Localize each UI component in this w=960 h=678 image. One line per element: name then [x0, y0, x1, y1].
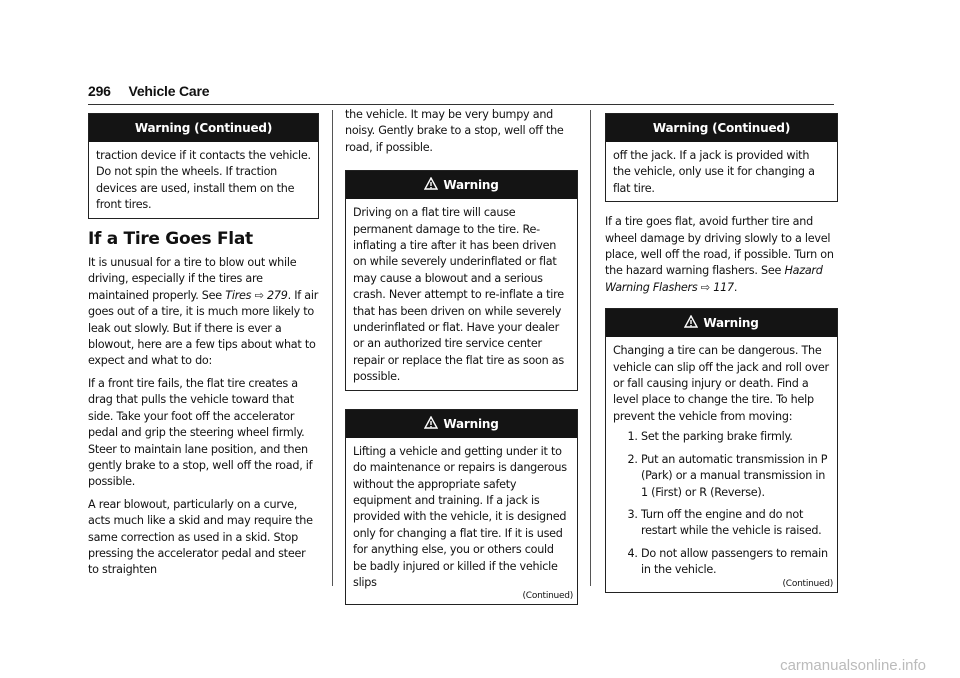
warning-icon	[424, 177, 438, 191]
warning-title: Warning	[703, 316, 759, 331]
text: It is unusual for a tire to blow out while driving, especially if the tires are maintained properly. See	[88, 256, 297, 302]
list-item: 1. Set the parking brake firmly.	[641, 429, 830, 445]
warning-box	[345, 170, 578, 390]
watermark: carmanualsonline.info	[780, 657, 926, 674]
page-ref-arrow-icon: ⇨	[700, 280, 710, 294]
section-name: Vehicle Care	[128, 83, 210, 99]
warning-text: Changing a tire can be dangerous. The vehicle can slip off the jack and roll over or fall causing injury or death. Find a level place to change the tire. To help prevent the vehicle from moving:	[613, 344, 829, 423]
cross-reference[interactable]: Hazard Warning Flashers	[605, 264, 823, 294]
paragraph: the vehicle. It may be very bumpy and noisy. Gently brake to a stop, well off the road, if possible.	[345, 108, 564, 154]
warning-icon	[424, 416, 438, 430]
column-3	[605, 113, 838, 605]
warning-header	[346, 171, 577, 199]
header-rule	[88, 104, 834, 105]
paragraph: A rear blowout, particularly on a curve, acts much like a skid and may require the same correction as used in a skid. Stop pressing the accelerator pedal and steer to straighten	[88, 497, 313, 577]
warning-header	[606, 309, 837, 337]
list-item: 2. Put an automatic transmission in P (Park) or a manual transmission in 1 (First) or R (Reverse).	[641, 452, 830, 501]
warning-body: traction device if it contacts the vehicle. Do not spin the wheels. If traction devices are used, install them on the front tires.	[96, 149, 311, 212]
page-ref-arrow-icon: ⇨	[254, 288, 264, 302]
warning-body: Lifting a vehicle and getting under it to do maintenance or repairs is dangerous without the appropriate safety equipment and training. If a jack is provided with the vehicle, it is designed only for changing a flat tire. If it is used for anything else, you or others could be badly injured or killed if the vehicle slips	[353, 444, 567, 589]
warning-box-continued	[88, 113, 319, 219]
text: . If air goes out of a tire, it is much more likely to leak out slowly. But if there is ever a blowout, here are a few tips about what to expect and what to do:	[88, 288, 319, 368]
continued-label: (Continued)	[522, 591, 573, 602]
continued-label: (Continued)	[782, 578, 833, 589]
text: .	[733, 280, 738, 294]
warning-icon	[684, 315, 698, 329]
warning-box	[605, 308, 838, 592]
column-1	[88, 113, 319, 585]
warning-title: Warning	[443, 416, 499, 431]
warning-header	[346, 410, 577, 438]
page-number: 296	[88, 83, 111, 99]
warning-title: Warning	[443, 178, 499, 193]
warning-box-continued	[605, 113, 838, 202]
paragraph	[88, 255, 319, 370]
paragraph	[605, 214, 838, 296]
warning-title: Warning (Continued)	[89, 114, 318, 142]
cross-reference[interactable]: Tires	[225, 288, 252, 302]
list-item: 4. Do not allow passengers to remain in the vehicle.	[641, 546, 830, 579]
warning-body: Driving on a flat tire will cause permanent damage to the tire. Re-inflating a tire after it has been driven on while severely underinflated or flat may cause a blowout and a serious crash. Never attempt to re-inflate a tire that has been driven on while severely underinflated or flat. Have your dealer or an authorized tire service center repair or replace the flat tire as soon as possible.	[353, 206, 564, 384]
page-reference[interactable]: 279	[267, 288, 288, 302]
page-header	[88, 83, 209, 99]
text: If a tire goes flat, avoid further tire and wheel damage by driving slowly to a level place, well off the road, if possible. Turn on the hazard warning flashers. See	[605, 215, 834, 278]
column-divider	[590, 110, 591, 586]
column-divider	[332, 110, 333, 586]
warning-box	[345, 409, 578, 606]
list-item: 3. Turn off the engine and do not restart while the vehicle is raised.	[641, 507, 830, 540]
warning-body	[606, 337, 837, 578]
column-2	[345, 107, 578, 617]
page-reference[interactable]: 117	[713, 280, 734, 294]
footer	[0, 654, 960, 678]
steps-list	[613, 429, 830, 578]
warning-body: off the jack. If a jack is provided with the vehicle, only use it for changing a flat tire.	[613, 149, 815, 195]
paragraph: If a front tire fails, the flat tire creates a drag that pulls the vehicle toward that side. Take your foot off the accelerator pedal and grip the steering wheel firmly. Steer to maintain lane position, and then gently brake to a stop, well off the road, if possible.	[88, 376, 313, 489]
warning-title: Warning (Continued)	[606, 114, 837, 142]
section-title: If a Tire Goes Flat	[88, 228, 253, 249]
